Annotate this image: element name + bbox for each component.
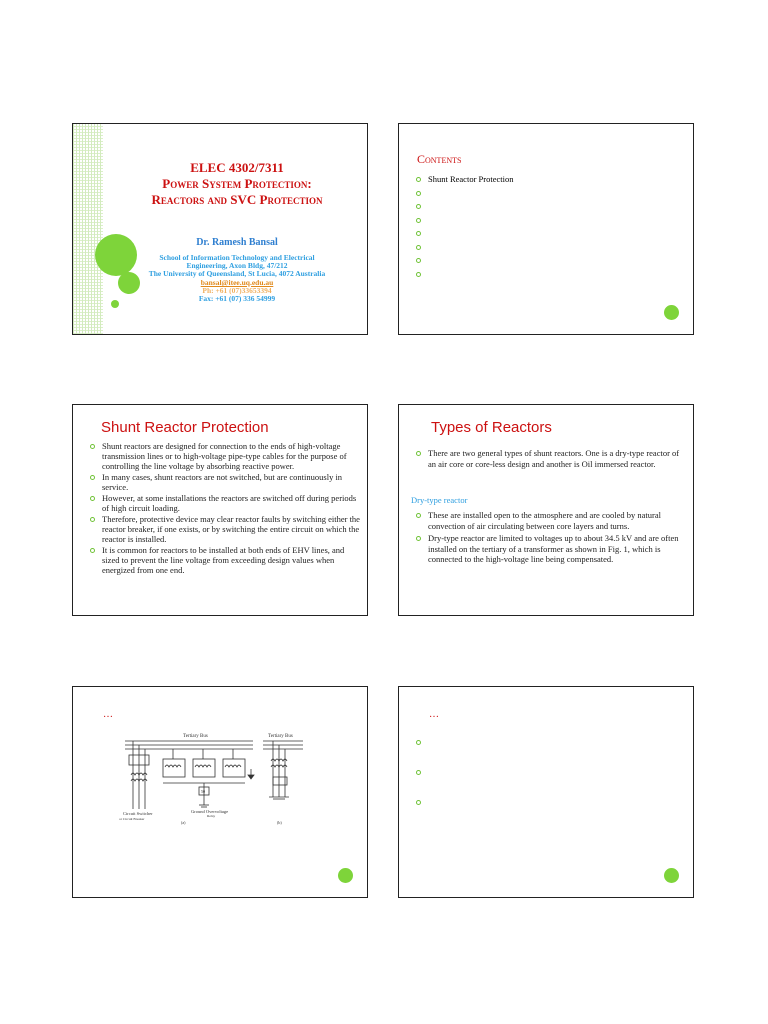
reactor-connection-diagram (113, 727, 313, 827)
decorative-circle (664, 305, 679, 320)
label-b: (b) (277, 820, 282, 825)
label-tertiary-bus-b: Tertiary Bus (268, 734, 293, 739)
list-item: In many cases, shunt reactors are not switched, but are continuously in service. (89, 472, 361, 492)
decorative-circle (664, 868, 679, 883)
label-circuit-switcher: Circuit Switcher (123, 811, 153, 816)
label-ground-overvoltage: Ground Overvoltage (191, 809, 229, 814)
list-item (415, 797, 428, 827)
email-link[interactable]: bansal@itee.uq.edu.au (200, 278, 274, 287)
bullet-list (415, 737, 428, 827)
label-a: (a) (181, 820, 186, 825)
list-item: Shunt reactors are designed for connection to the ends of high-voltage transmission lines or to high-voltage pipe-type cables for the purpose of controlling the line voltage by absorbing reactive power. (89, 441, 361, 471)
slide-heading: … (103, 709, 114, 720)
bullet-list (415, 510, 687, 567)
list-item (415, 269, 513, 283)
label-relay: Relay (207, 814, 216, 818)
label-tertiary-bus-a: Tertiary Bus (183, 734, 208, 739)
slide-diagram (72, 686, 368, 898)
intro-list (415, 448, 687, 469)
slide-heading: … (429, 709, 440, 720)
title-block (117, 160, 357, 208)
list-item: There are two general types of shunt reactors. One is a dry-type reactor of an air core or core-less design and another is Oil immersed reactor. (415, 448, 687, 469)
slide-heading: Contents (417, 152, 462, 166)
contact-block (113, 279, 361, 303)
list-item (415, 215, 513, 229)
decorative-circle (338, 868, 353, 883)
author-name: Dr. Ramesh Bansal (196, 237, 278, 248)
label-relay-50: 50 (201, 789, 205, 794)
address-line-2: Engineering, Axon Bldg, 47/212 (186, 261, 288, 270)
list-item: These are installed open to the atmosphere and are cooled by natural convection of air circulating between core layers and turns. (415, 510, 687, 531)
address-line-1: School of Information Technology and Electrical (159, 253, 315, 262)
address-line-3: The University of Queensland, St Lucia, 4072 Australia (148, 269, 326, 278)
phone-number: Ph: +61 (07)33653394 (202, 286, 272, 295)
list-item (415, 188, 513, 202)
contents-list (415, 174, 513, 282)
slide-contents (398, 123, 694, 335)
list-item (415, 255, 513, 269)
course-code: ELEC 4302/7311 (190, 160, 284, 175)
slide-title (72, 123, 368, 335)
bullet-list (89, 441, 361, 576)
list-item (415, 201, 513, 215)
fax-number: Fax: +61 (07) 336 54999 (198, 294, 276, 303)
list-item: Dry-type reactor are limited to voltages up to about 34.5 kV and are often installed on the tertiary of a transformer as shown in Fig. 1, which is connected to the high-voltage line being compensated. (415, 533, 687, 565)
list-item (415, 767, 428, 797)
subheading: Dry-type reactor (411, 495, 468, 505)
title-line-2: Reactors and SVC Protection (151, 192, 323, 207)
slide-types-of-reactors (398, 404, 694, 616)
title-line-1: Power System Protection: (162, 176, 312, 191)
list-item (415, 737, 428, 767)
decorative-stripe (73, 124, 103, 334)
list-item: Therefore, protective device may clear reactor faults by switching either the reactor breaker, if one exists, or by switching the entire circuit on which the reactor is installed. (89, 514, 361, 544)
label-circuit-breaker: or Circuit Breaker (119, 817, 145, 821)
list-item: Shunt Reactor Protection (415, 174, 513, 188)
list-item (415, 228, 513, 242)
slide-blank (398, 686, 694, 898)
slide-shunt-reactor-protection (72, 404, 368, 616)
address-block (113, 254, 361, 278)
slide-heading: Shunt Reactor Protection (101, 419, 269, 436)
slide-heading: Types of Reactors (431, 419, 552, 436)
list-item: It is common for reactors to be installed at both ends of EHV lines, and sized to prevent the line voltage from exceeding design values when energized from one end. (89, 545, 361, 575)
list-item: However, at some installations the reactors are switched off during periods of high circuit loading. (89, 493, 361, 513)
list-item (415, 242, 513, 256)
